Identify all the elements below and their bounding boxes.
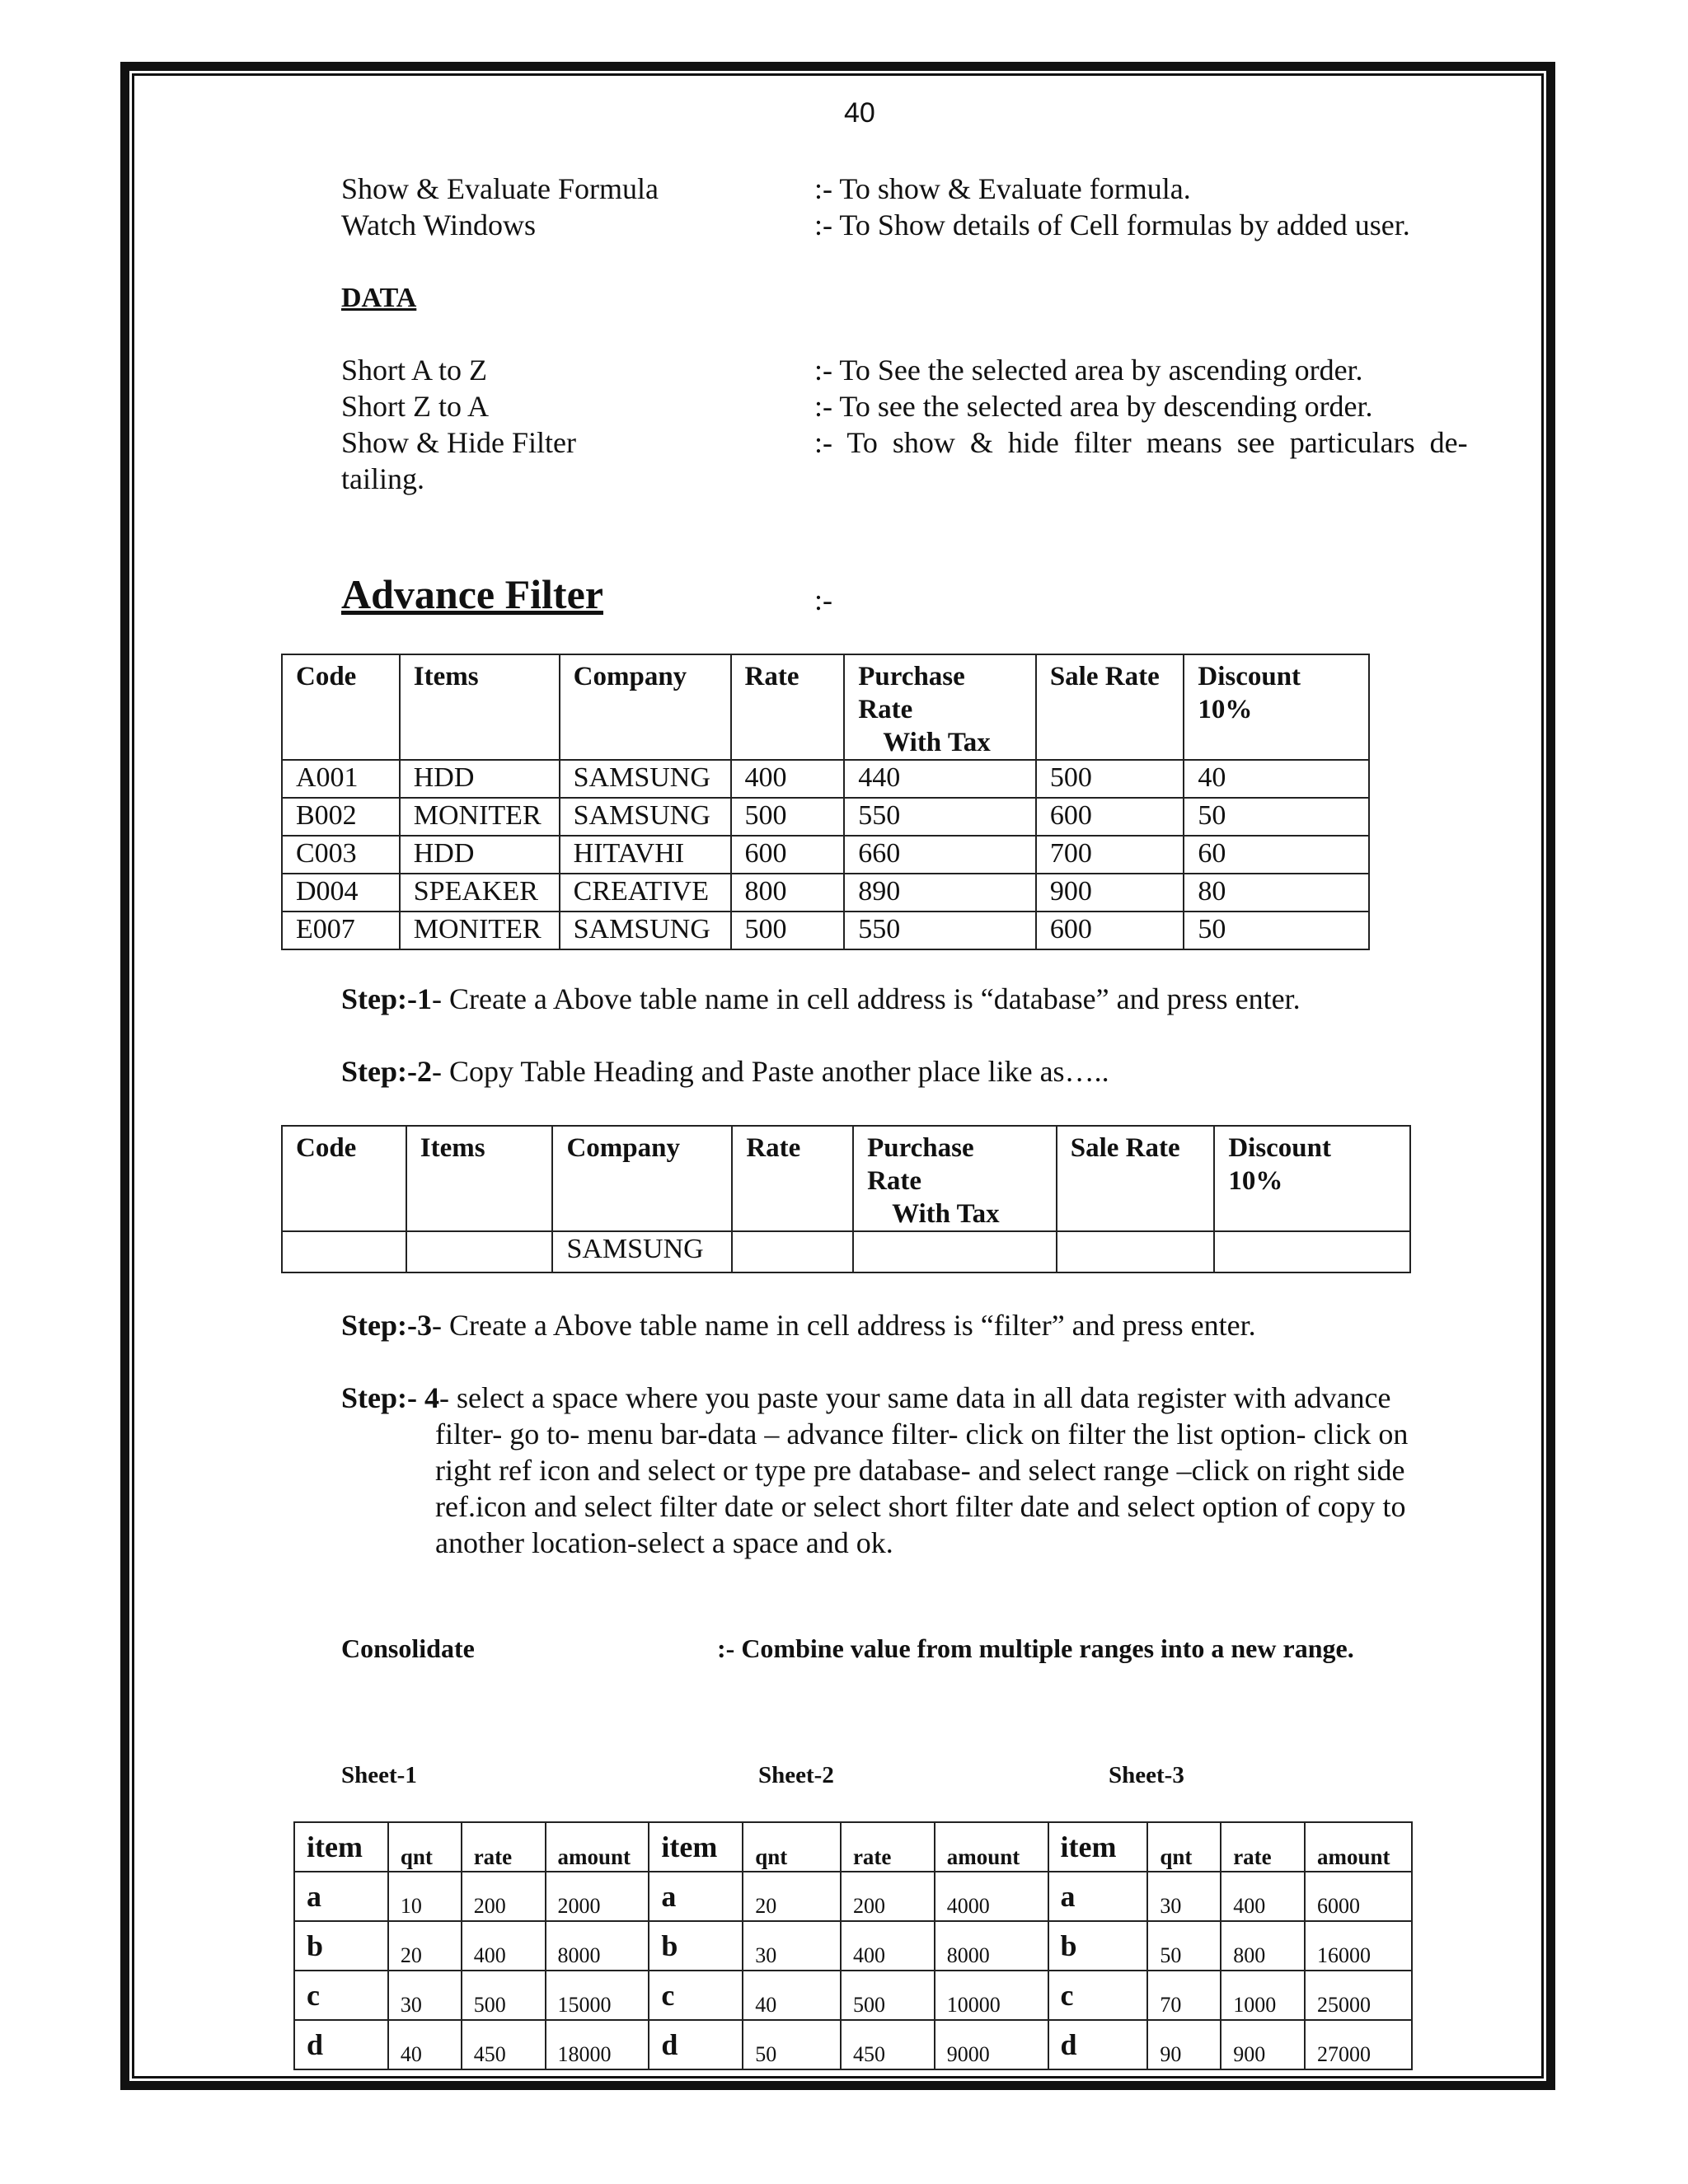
cell: 660 <box>844 836 1036 874</box>
desc-short-a-z: :- To See the selected area by ascending order. <box>814 354 1363 387</box>
discount-line2: 10% <box>1198 695 1253 724</box>
cell: 50 <box>1147 1921 1221 1971</box>
cell: D004 <box>282 874 400 912</box>
purchase-line3: With Tax <box>883 728 991 757</box>
cell <box>282 1231 406 1272</box>
cell: 800 <box>1221 1921 1305 1971</box>
cell: 8000 <box>546 1921 649 1971</box>
cell: d <box>1048 2020 1148 2069</box>
cell: d <box>294 2020 388 2069</box>
advance-filter-separator: :- <box>814 583 832 616</box>
header-rate: rate <box>462 1822 546 1872</box>
cell: 400 <box>841 1921 935 1971</box>
cell: 550 <box>844 798 1036 836</box>
cell: 1000 <box>1221 1971 1305 2020</box>
cell: 400 <box>1221 1872 1305 1921</box>
step-4-line-1: - select a space where you paste your same data in all data register with advance <box>439 1381 1391 1414</box>
term-watch-windows: Watch Windows <box>341 209 536 241</box>
cell: 400 <box>462 1921 546 1971</box>
header-qnt: qnt <box>743 1822 841 1872</box>
cell: 18000 <box>546 2020 649 2069</box>
purchase-line1: Purchase <box>858 662 965 691</box>
desc-watch-windows: :- To Show details of Cell formulas by added user. <box>814 209 1410 241</box>
cell: 700 <box>1036 836 1184 874</box>
table-row <box>294 1971 1412 2020</box>
cell: 10000 <box>935 1971 1048 2020</box>
cell: 20 <box>388 1921 462 1971</box>
table-header-row <box>282 654 1369 760</box>
cell <box>1214 1231 1410 1272</box>
cell: 600 <box>731 836 845 874</box>
header-amount: amount <box>546 1822 649 1872</box>
sheet-1-label: Sheet-1 <box>341 1762 417 1788</box>
cell: SAMSUNG <box>552 1231 732 1272</box>
step-3-text: - Create a Above table name in cell address is “filter” and press enter. <box>432 1309 1256 1342</box>
cell: SAMSUNG <box>560 760 731 798</box>
cell: 2000 <box>546 1872 649 1921</box>
cell: 40 <box>743 1971 841 2020</box>
term-short-a-z: Short A to Z <box>341 354 488 387</box>
purchase-line3: With Tax <box>892 1199 1000 1229</box>
step-4 <box>341 1380 1391 1416</box>
step-2 <box>341 1053 1109 1090</box>
cell: a <box>649 1872 743 1921</box>
step-4-line-2: filter- go to- menu bar-data – advance filter- click on filter the list option- click on <box>435 1418 1409 1451</box>
step-4-label: Step:- 4 <box>341 1381 439 1414</box>
cell: A001 <box>282 760 400 798</box>
cell: 900 <box>1036 874 1184 912</box>
cell: 16000 <box>1305 1921 1412 1971</box>
cell: 50 <box>743 2020 841 2069</box>
term-show-evaluate-formula: Show & Evaluate Formula <box>341 172 659 205</box>
table-row <box>282 760 1369 798</box>
cell: HDD <box>400 760 560 798</box>
header-items: Items <box>400 654 560 760</box>
purchase-line1: Purchase <box>867 1133 974 1163</box>
cell: 500 <box>1036 760 1184 798</box>
table-row <box>282 836 1369 874</box>
cell: 500 <box>731 798 845 836</box>
discount-line1: Discount <box>1228 1133 1331 1163</box>
cell: a <box>1048 1872 1148 1921</box>
cell <box>853 1231 1057 1272</box>
cell: 800 <box>731 874 845 912</box>
cell: 25000 <box>1305 1971 1412 2020</box>
cell: 30 <box>1147 1872 1221 1921</box>
cell: 500 <box>841 1971 935 2020</box>
cell <box>1057 1231 1215 1272</box>
cell: SAMSUNG <box>560 798 731 836</box>
term-show-hide-filter: Show & Hide Filter <box>341 426 576 459</box>
cell: 600 <box>1036 912 1184 949</box>
cell: SAMSUNG <box>560 912 731 949</box>
cell: b <box>649 1921 743 1971</box>
header-discount <box>1214 1126 1410 1231</box>
table-row <box>294 1921 1412 1971</box>
data-heading: DATA <box>341 283 417 313</box>
cell: SPEAKER <box>400 874 560 912</box>
cell: a <box>294 1872 388 1921</box>
cell: MONITER <box>400 798 560 836</box>
cell: C003 <box>282 836 400 874</box>
header-item: item <box>649 1822 743 1872</box>
cell: 27000 <box>1305 2020 1412 2069</box>
step-1-label: Step:-1 <box>341 982 432 1015</box>
cell: 70 <box>1147 1971 1221 2020</box>
table-row <box>282 1231 1410 1272</box>
cell <box>732 1231 853 1272</box>
cell: 50 <box>1184 798 1369 836</box>
desc-show-hide-filter-cont: tailing. <box>341 462 424 495</box>
cell: 200 <box>462 1872 546 1921</box>
consolidate-sheets-table <box>293 1821 1413 2070</box>
cell: 30 <box>388 1971 462 2020</box>
header-amount: amount <box>935 1822 1048 1872</box>
header-qnt: qnt <box>1147 1822 1221 1872</box>
sheet-2-label: Sheet-2 <box>758 1762 834 1788</box>
cell: c <box>649 1971 743 2020</box>
header-items: Items <box>406 1126 553 1231</box>
header-sale-rate: Sale Rate <box>1057 1126 1215 1231</box>
cell: 9000 <box>935 2020 1048 2069</box>
cell: b <box>294 1921 388 1971</box>
cell: 15000 <box>546 1971 649 2020</box>
cell: HDD <box>400 836 560 874</box>
cell: c <box>294 1971 388 2020</box>
header-company: Company <box>552 1126 732 1231</box>
sheet-3-label: Sheet-3 <box>1109 1762 1184 1788</box>
cell: E007 <box>282 912 400 949</box>
cell: 900 <box>1221 2020 1305 2069</box>
header-purchase-rate <box>853 1126 1057 1231</box>
header-qnt: qnt <box>388 1822 462 1872</box>
header-purchase-rate <box>844 654 1036 760</box>
table-row <box>294 1872 1412 1921</box>
filter-criteria-table <box>281 1125 1411 1273</box>
cell: 40 <box>1184 760 1369 798</box>
step-1-text: - Create a Above table name in cell address is “database” and press enter. <box>432 982 1301 1015</box>
cell: 890 <box>844 874 1036 912</box>
cell: 500 <box>731 912 845 949</box>
cell: 80 <box>1184 874 1369 912</box>
header-rate: rate <box>841 1822 935 1872</box>
header-sale-rate: Sale Rate <box>1036 654 1184 760</box>
table-header-row <box>294 1822 1412 1872</box>
step-4-line-4: ref.icon and select filter date or select short filter date and select option of copy to <box>435 1490 1406 1523</box>
step-1 <box>341 981 1301 1017</box>
desc-show-hide-filter: :- To show & hide filter means see particulars de- <box>814 426 1468 459</box>
cell: 90 <box>1147 2020 1221 2069</box>
cell: b <box>1048 1921 1148 1971</box>
desc-show-evaluate-formula: :- To show & Evaluate formula. <box>814 172 1191 205</box>
cell: 450 <box>462 2020 546 2069</box>
cell: 600 <box>1036 798 1184 836</box>
consolidate-desc: :- Combine value from multiple ranges into a new range. <box>717 1633 1354 1663</box>
table-row <box>282 798 1369 836</box>
cell: 20 <box>743 1872 841 1921</box>
header-code: Code <box>282 654 400 760</box>
cell: 30 <box>743 1921 841 1971</box>
header-item: item <box>1048 1822 1148 1872</box>
header-rate: Rate <box>731 654 845 760</box>
step-2-text: - Copy Table Heading and Paste another place like as….. <box>432 1055 1109 1088</box>
cell: 550 <box>844 912 1036 949</box>
step-2-label: Step:-2 <box>341 1055 432 1088</box>
cell: CREATIVE <box>560 874 731 912</box>
cell: 60 <box>1184 836 1369 874</box>
step-3 <box>341 1307 1256 1343</box>
cell: 500 <box>462 1971 546 2020</box>
purchase-line2: Rate <box>858 695 913 724</box>
step-4-line-3: right ref icon and select or type pre database- and select range –click on right side <box>435 1454 1405 1487</box>
page-number: 40 <box>844 97 875 129</box>
cell: B002 <box>282 798 400 836</box>
cell: 40 <box>388 2020 462 2069</box>
cell: 440 <box>844 760 1036 798</box>
table-row <box>294 2020 1412 2069</box>
header-code: Code <box>282 1126 406 1231</box>
cell: 200 <box>841 1872 935 1921</box>
advance-filter-table <box>281 654 1370 950</box>
step-4-line-5: another location-select a space and ok. <box>435 1526 893 1559</box>
cell: 50 <box>1184 912 1369 949</box>
consolidate-term: Consolidate <box>341 1633 475 1663</box>
cell: MONITER <box>400 912 560 949</box>
step-3-label: Step:-3 <box>341 1309 432 1342</box>
header-amount: amount <box>1305 1822 1412 1872</box>
discount-line2: 10% <box>1228 1166 1283 1196</box>
cell: 400 <box>731 760 845 798</box>
header-item: item <box>294 1822 388 1872</box>
cell: c <box>1048 1971 1148 2020</box>
cell: HITAVHI <box>560 836 731 874</box>
header-discount <box>1184 654 1369 760</box>
discount-line1: Discount <box>1198 662 1301 691</box>
cell <box>406 1231 553 1272</box>
cell: 10 <box>388 1872 462 1921</box>
purchase-line2: Rate <box>867 1166 922 1196</box>
table-row <box>282 912 1369 949</box>
cell: 6000 <box>1305 1872 1412 1921</box>
cell: 4000 <box>935 1872 1048 1921</box>
table-header-row <box>282 1126 1410 1231</box>
header-rate: rate <box>1221 1822 1305 1872</box>
cell: 450 <box>841 2020 935 2069</box>
advance-filter-heading: Advance Filter <box>341 571 603 617</box>
term-short-z-a: Short Z to A <box>341 390 490 423</box>
header-rate: Rate <box>732 1126 853 1231</box>
header-company: Company <box>560 654 731 760</box>
table-row <box>282 874 1369 912</box>
desc-short-z-a: :- To see the selected area by descending order. <box>814 390 1373 423</box>
cell: d <box>649 2020 743 2069</box>
cell: 8000 <box>935 1921 1048 1971</box>
